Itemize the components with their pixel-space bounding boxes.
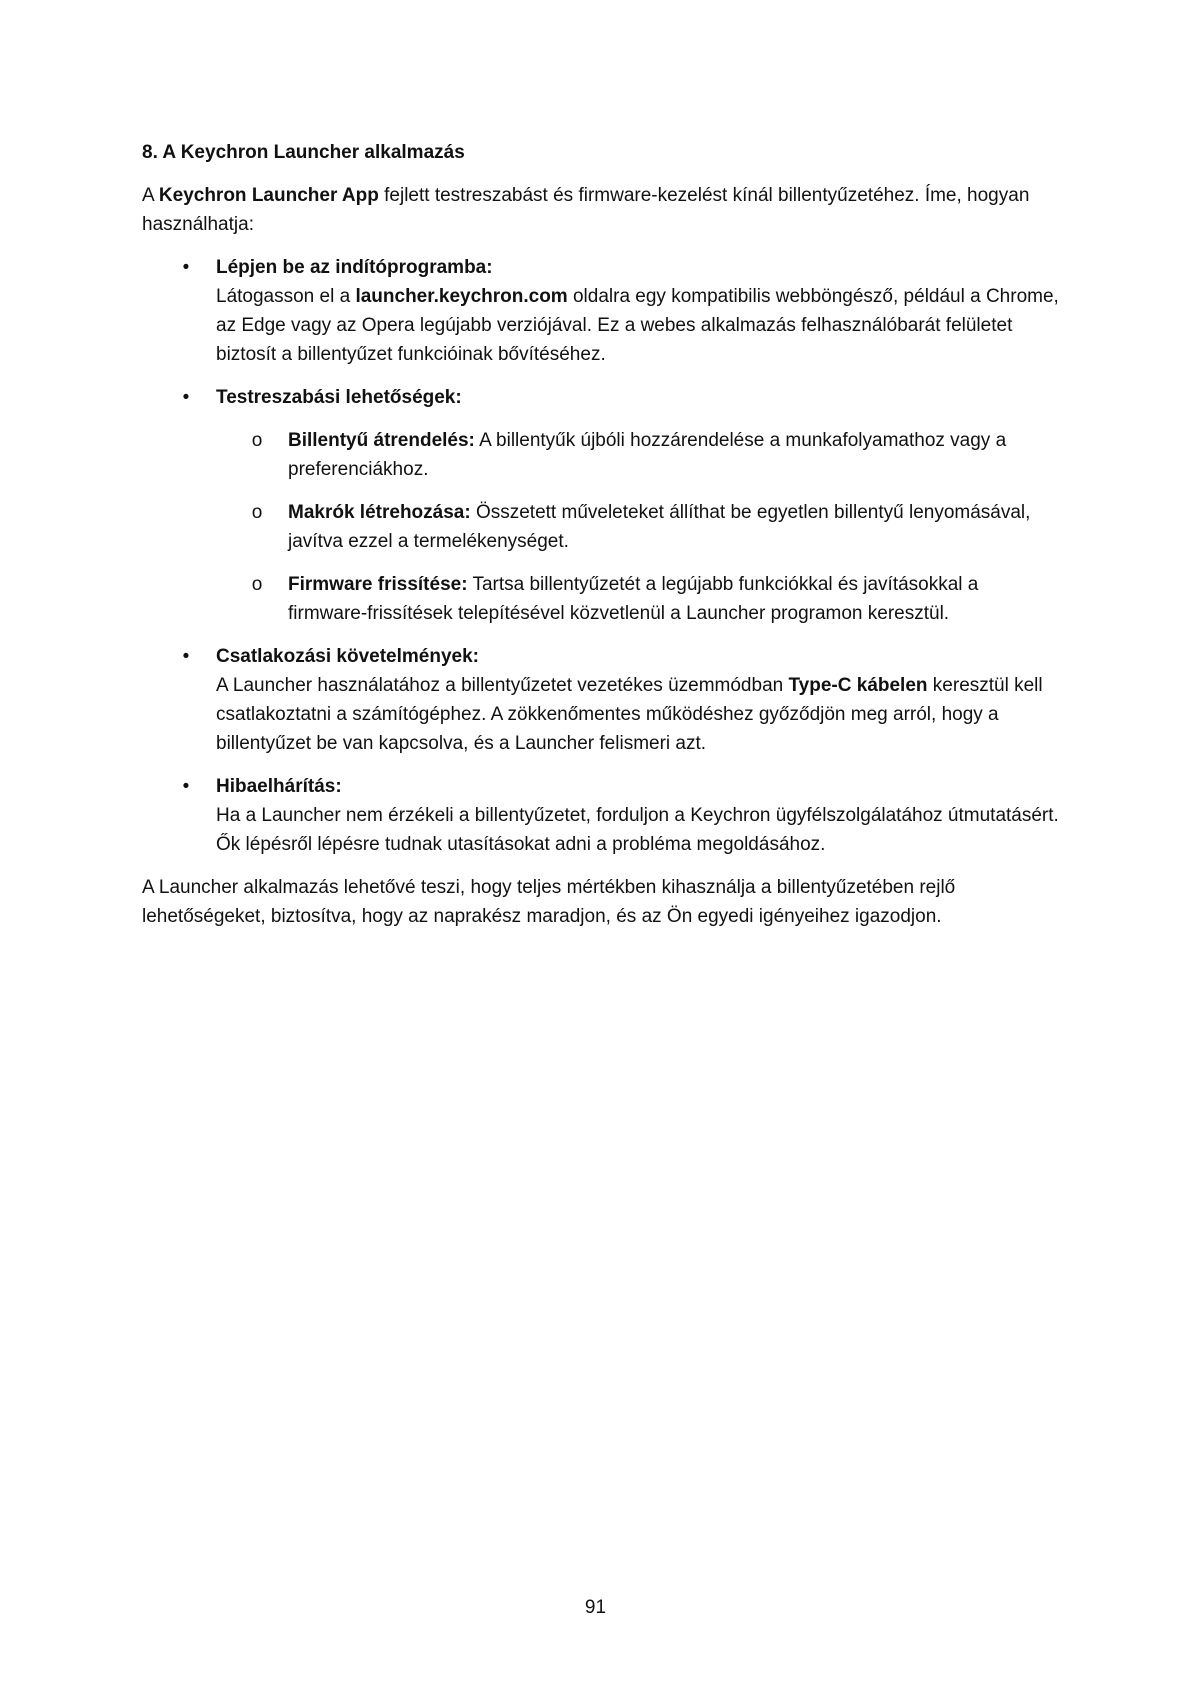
sub-bullet-marker: o xyxy=(251,502,263,523)
bullet-item-customization xyxy=(142,383,1062,628)
bullet-marker: • xyxy=(182,776,190,797)
bullet-title-launcher: Lépjen be az indítóprogramba: xyxy=(216,257,493,278)
sub-item-macros xyxy=(216,498,1062,556)
connection-cable: Type-C kábelen xyxy=(788,675,928,696)
sub-text-macros: Összetett műveleteket állíthat be egyetlen billentyű lenyomásával, javítva ezzel a termelékenységet. xyxy=(288,502,1031,552)
bullet-list xyxy=(142,253,1062,859)
sub-title-firmware: Firmware frissítése: xyxy=(288,574,468,595)
sub-text-firmware: Tartsa billentyűzetét a legújabb funkciókkal és javításokkal a firmware-frissítések telepítésével közvetlenül a Launcher programon keresztül. xyxy=(288,574,979,624)
bullet-marker: • xyxy=(182,646,190,667)
bullet-item-launcher xyxy=(142,253,1062,369)
intro-app-name: Keychron Launcher App xyxy=(158,185,379,206)
sub-item-remap xyxy=(216,426,1062,484)
bullet-title-customization: Testreszabási lehetőségek: xyxy=(216,387,462,408)
sub-list-customization xyxy=(216,426,1062,628)
sub-title-macros: Makrók létrehozása: xyxy=(288,502,471,523)
document-page xyxy=(142,138,1062,945)
intro-text-end: fejlett testreszabást és firmware-kezelést kínál billentyűzetéhez. Íme, hogyan használhatja: xyxy=(142,185,1030,235)
bullet-title-connection: Csatlakozási követelmények: xyxy=(216,646,479,667)
bullet-item-troubleshooting xyxy=(142,772,1062,859)
bullet-item-connection xyxy=(142,642,1062,758)
intro-paragraph xyxy=(142,181,1062,239)
launcher-url: launcher.keychron.com xyxy=(355,286,568,307)
connection-text-end: keresztül kell csatlakoztatni a számítógéphez. A zökkenőmentes működéshez győződjön meg arról, hogy a billentyűzet be van kapcsolva, és a Launcher felismeri azt. xyxy=(216,675,1043,754)
sub-text-remap: A billentyűk újbóli hozzárendelése a munkafolyamathoz vagy a preferenciákhoz. xyxy=(288,430,1007,480)
sub-bullet-marker: o xyxy=(251,430,263,451)
bullet-marker: • xyxy=(182,387,190,408)
bullet-title-troubleshooting: Hibaelhárítás: xyxy=(216,776,342,797)
launcher-text-start: Látogasson el a xyxy=(216,286,356,307)
bullet-body-troubleshooting: Ha a Launcher nem érzékeli a billentyűzetet, forduljon a Keychron ügyfélszolgálatához útmutatásért. Ők lépésről lépésre tudnak utasításokat adni a probléma megoldásához. xyxy=(216,805,1059,855)
page-number: 91 xyxy=(584,1597,607,1618)
closing-paragraph: A Launcher alkalmazás lehetővé teszi, hogy teljes mértékben kihasználja a billentyűzetében rejlő lehetőségeket, biztosítva, hogy az naprakész maradjon, és az Ön egyedi igényeihez igazodjon. xyxy=(142,877,956,927)
sub-item-firmware xyxy=(216,570,1062,628)
bullet-marker: • xyxy=(182,257,190,278)
launcher-text-end: oldalra egy kompatibilis webböngésző, például a Chrome, az Edge vagy az Opera legújabb verziójával. Ez a webes alkalmazás felhasználóbarát felületet biztosít a billentyűzet funkcióinak bővítéséhez. xyxy=(216,286,1059,365)
bullet-body-launcher xyxy=(216,282,1062,369)
section-heading: 8. A Keychron Launcher alkalmazás xyxy=(142,142,465,163)
sub-bullet-marker: o xyxy=(251,574,263,595)
connection-text-start: A Launcher használatához a billentyűzetet vezetékes üzemmódban xyxy=(216,675,789,696)
sub-title-remap: Billentyű átrendelés: xyxy=(288,430,475,451)
bullet-body-connection xyxy=(216,671,1062,758)
intro-text-start: A xyxy=(142,185,159,206)
